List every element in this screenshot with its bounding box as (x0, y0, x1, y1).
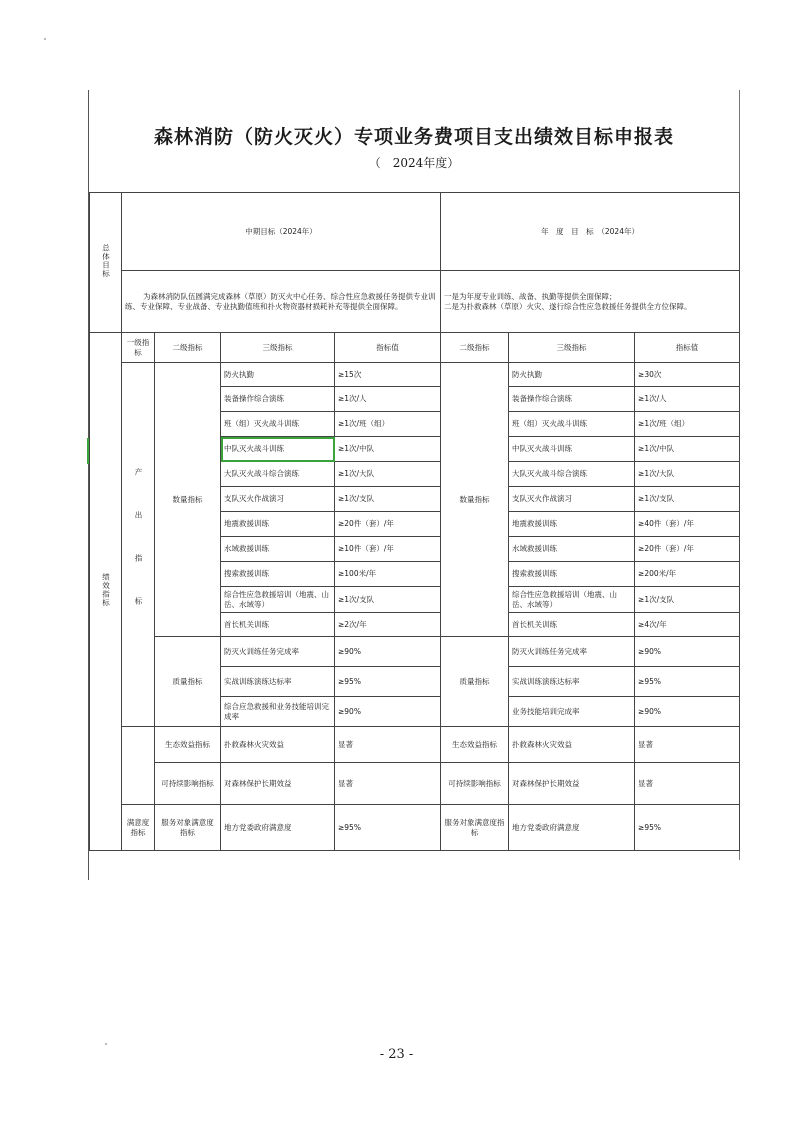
satisfaction-level1: 满意度指标 (122, 805, 155, 851)
effect-level2: 可持续影响指标 (155, 763, 221, 805)
effect-indicator-label (122, 727, 155, 805)
mid-indicator-value: 显著 (335, 727, 441, 763)
header-value-annual: 指标值 (635, 333, 740, 363)
mid-indicator-name: 大队灭火战斗综合演练 (221, 462, 335, 487)
mid-indicator-name: 实战训练演练达标率 (221, 667, 335, 697)
performance-table (89, 192, 740, 851)
annual-indicator-value: ≥200米/年 (635, 562, 740, 587)
mid-indicator-value: ≥1次/支队 (335, 587, 441, 613)
mid-indicator-value: ≥10件（套）/年 (335, 537, 441, 562)
annual-indicator-name: 业务技能培训完成率 (509, 697, 635, 727)
annual-indicator-name: 班（组）灭火战斗训练 (509, 412, 635, 437)
mid-indicator-name: 装备操作综合演练 (221, 387, 335, 412)
annual-indicator-value: ≥1次/中队 (635, 437, 740, 462)
annual-indicator-value: ≥40件（套）/年 (635, 512, 740, 537)
annual-indicator-name: 对森林保护长期效益 (509, 763, 635, 805)
mid-indicator-name: 地方党委政府满意度 (221, 805, 335, 851)
annual-indicator-name: 防灭火训练任务完成率 (509, 637, 635, 667)
quantity-indicator-label: 数量指标 (155, 363, 221, 637)
mid-indicator-value: ≥90% (335, 637, 441, 667)
satisfaction-level2: 服务对象满意度指标 (155, 805, 221, 851)
annual-indicator-value: ≥1次/支队 (635, 487, 740, 512)
mid-indicator-name: 防火执勤 (221, 363, 335, 387)
mid-indicator-value: ≥20件（套）/年 (335, 512, 441, 537)
header-level3-annual: 三级指标 (509, 333, 635, 363)
annual-indicator-value: ≥4次/年 (635, 613, 740, 637)
performance-indicator-label: 绩效指标 (90, 333, 122, 851)
header-value: 指标值 (335, 333, 441, 363)
annual-indicator-value: ≥95% (635, 805, 740, 851)
mid-indicator-value: ≥1次/班（组） (335, 412, 441, 437)
mid-indicator-value: ≥100米/年 (335, 562, 441, 587)
mid-indicator-value: 显著 (335, 763, 441, 805)
mid-indicator-name: 地震救援训练 (221, 512, 335, 537)
mid-indicator-name: 搜索救援训练 (221, 562, 335, 587)
annual-indicator-name: 装备操作综合演练 (509, 387, 635, 412)
header-level2: 二级指标 (155, 333, 221, 363)
mid-indicator-name: 扑救森林火灾效益 (221, 727, 335, 763)
annual-indicator-name: 地方党委政府满意度 (509, 805, 635, 851)
annual-indicator-value: ≥30次 (635, 363, 740, 387)
annual-indicator-value: ≥1次/大队 (635, 462, 740, 487)
annual-indicator-name: 首长机关训练 (509, 613, 635, 637)
annual-indicator-value: ≥1次/班（组） (635, 412, 740, 437)
mid-indicator-name: 水域救援训练 (221, 537, 335, 562)
satisfaction-level2-annual: 服务对象满意度指标 (441, 805, 509, 851)
effect-level2-annual: 可持续影响指标 (441, 763, 509, 805)
effect-level2: 生态效益指标 (155, 727, 221, 763)
annual-indicator-name: 支队灭火作战演习 (509, 487, 635, 512)
annual-indicator-name: 扑救森林火灾效益 (509, 727, 635, 763)
annual-indicator-name: 综合性应急救援培训（地震、山岳、水域等） (509, 587, 635, 613)
annual-indicator-value: 显著 (635, 727, 740, 763)
document-subtitle: （ 2024年度） (368, 156, 460, 170)
mid-indicator-value: ≥1次/大队 (335, 462, 441, 487)
mid-indicator-value: ≥1次/支队 (335, 487, 441, 512)
mid-indicator-name: 综合应急救援和业务技能培训完成率 (221, 697, 335, 727)
annual-text: 一是为年度专业训练、战备、执勤等提供全面保障； 二是为扑救森林（草原）火灾、遂行综合性应急救援任务提供全方位保障。 (441, 271, 740, 333)
quality-indicator-label-annual: 质量指标 (441, 637, 509, 727)
overall-target-label: 总体目标 (90, 193, 122, 333)
document-title: 森林消防（防火灭火）专项业务费项目支出绩效目标申报表 (153, 126, 674, 148)
quantity-indicator-label-annual: 数量指标 (441, 363, 509, 637)
mid-indicator-value: ≥95% (335, 805, 441, 851)
header-level1: 一级指标 (122, 333, 155, 363)
annual-indicator-value: ≥95% (635, 667, 740, 697)
mid-term-header: 中期目标（2024年） (122, 193, 441, 271)
mid-term-text: 为森林消防队伍圆满完成森林（草原）防灭火中心任务、综合性应急救援任务提供专业训练、专业保障、专业战备、专业执勤值班和扑火物资器材损耗补充等提供全面保障。 (122, 271, 441, 333)
scan-speck (44, 38, 46, 40)
mid-indicator-value: ≥15次 (335, 363, 441, 387)
mid-indicator-value: ≥90% (335, 697, 441, 727)
mid-indicator-name: 支队灭火作战演习 (221, 487, 335, 512)
annual-indicator-value: ≥1次/人 (635, 387, 740, 412)
annual-indicator-value: 显著 (635, 763, 740, 805)
mid-indicator-name: 对森林保护长期效益 (221, 763, 335, 805)
page-number: - 23 - (379, 1047, 414, 1062)
annual-indicator-name: 水域救援训练 (509, 537, 635, 562)
mid-indicator-name: 首长机关训练 (221, 613, 335, 637)
annual-indicator-name: 实战训练演练达标率 (509, 667, 635, 697)
mid-indicator-value: ≥2次/年 (335, 613, 441, 637)
header-level3: 三级指标 (221, 333, 335, 363)
annual-indicator-name: 防火执勤 (509, 363, 635, 387)
annual-indicator-value: ≥90% (635, 637, 740, 667)
output-indicator-label: 产 出 指 标 (122, 363, 155, 727)
effect-level2-annual: 生态效益指标 (441, 727, 509, 763)
mid-indicator-value: ≥95% (335, 667, 441, 697)
mid-indicator-name: 防灭火训练任务完成率 (221, 637, 335, 667)
mid-indicator-name: 综合性应急救援培训（地震、山岳、水域等） (221, 587, 335, 613)
annual-indicator-value: ≥1次/支队 (635, 587, 740, 613)
header-level2-annual: 二级指标 (441, 333, 509, 363)
annual-indicator-value: ≥20件（套）/年 (635, 537, 740, 562)
quality-indicator-label: 质量指标 (155, 637, 221, 727)
annual-header: 年 度 目 标 （2024年） (441, 193, 740, 271)
annual-indicator-name: 中队灭火战斗训练 (509, 437, 635, 462)
scan-speck (105, 1043, 107, 1045)
mid-indicator-name: 班（组）灭火战斗训练 (221, 412, 335, 437)
mid-indicator-name: 中队灭火战斗训练 (221, 437, 335, 462)
annual-indicator-name: 地震救援训练 (509, 512, 635, 537)
annual-indicator-name: 大队灭火战斗综合演练 (509, 462, 635, 487)
mid-indicator-value: ≥1次/中队 (335, 437, 441, 462)
mid-indicator-value: ≥1次/人 (335, 387, 441, 412)
annual-indicator-value: ≥90% (635, 697, 740, 727)
annual-indicator-name: 搜索救援训练 (509, 562, 635, 587)
